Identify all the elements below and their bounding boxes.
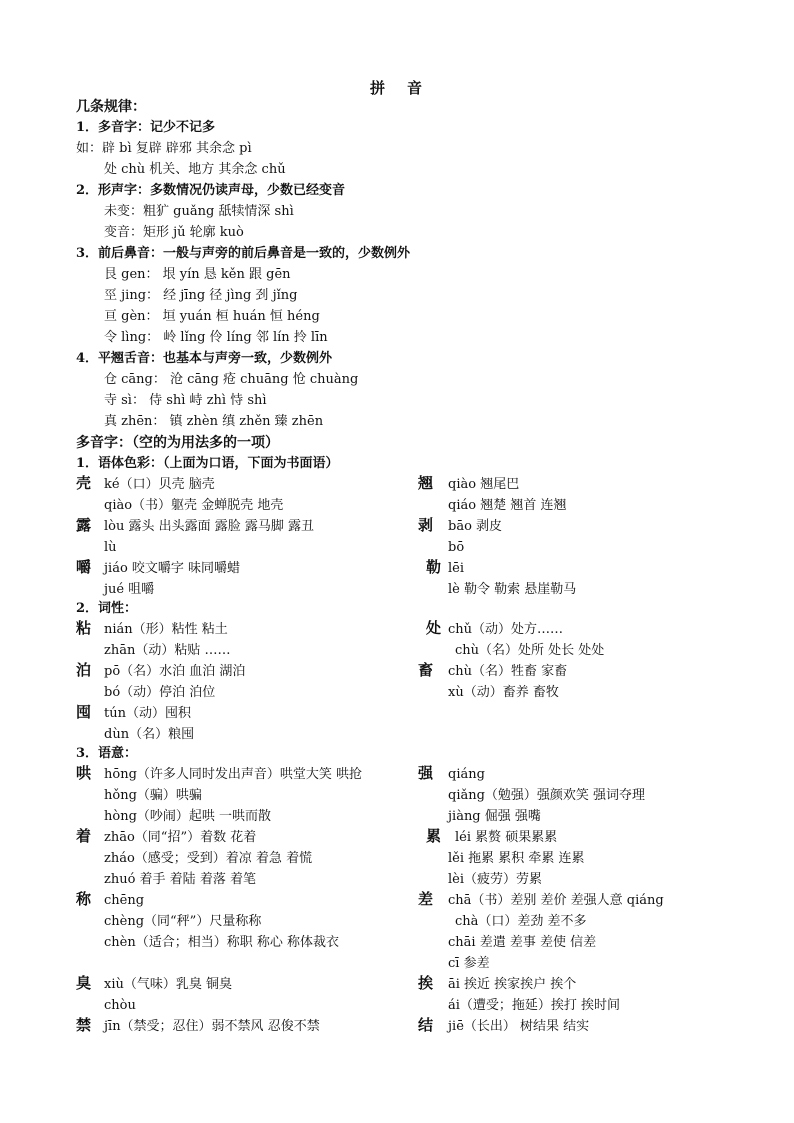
rule-1: 1．多音字：记少不记多 [76,120,216,135]
entry-line: chèng（同“秤”）尺量称称 [104,914,262,929]
entry-line: chù（名）牲畜 家畜 [448,664,568,679]
example-line: 仓 cāng： 沧 cāng 疮 chuāng 怆 chuàng [104,372,359,387]
entry-line: hōng（许多人同时发出声音）哄堂大笑 哄抢 [104,767,363,782]
entry-line: chǔ（动）处方…… [448,622,564,637]
entry-line: qiǎng（勉强）强颜欢笑 强词夺理 [448,788,646,803]
entry-line: lēi [448,561,465,576]
entry-line: lèi（疲劳）劳累 [448,872,543,887]
entry-line: cī 参差 [448,956,490,971]
example-line: 如：辟 bì 复辟 辟邪 其余念 pì [76,141,252,156]
entry-line: lěi 拖累 累积 牵累 连累 [448,851,585,866]
entry-char: 处 [426,619,442,637]
entry-line: jué 咀嚼 [104,582,155,597]
title-char-1: 拼 [369,79,387,97]
entry-line: chāi 差遣 差事 差使 信差 [448,935,597,950]
entry-line: jīn（禁受；忍住）弱不禁风 忍俊不禁 [104,1019,320,1034]
rule-2: 2．形声字：多数情况仍读声母，少数已经变音 [76,183,346,198]
heading-polyphonic: 多音字：（空的为用法多的一项） [76,435,279,451]
example-line: 真 zhēn： 镇 zhèn 缜 zhěn 臻 zhēn [104,414,324,429]
entry-line: zhān（动）粘贴 …… [104,643,231,658]
rule-3: 3．前后鼻音：一般与声旁的前后鼻音是一致的，少数例外 [76,246,411,261]
entry-char: 剥 [418,516,434,534]
entry-char: 勒 [426,558,442,576]
section-3: 3．语意： [76,746,138,761]
entry-line: qiáo 翘楚 翘首 连翘 [448,498,567,513]
entry-line: chà（口）差劲 差不多 [455,914,587,929]
example-line: 处 chù 机关、地方 其余念 chǔ [104,162,286,177]
entry-line: jiáo 咬文嚼字 味同嚼蜡 [104,561,241,576]
entry-line: chù（名）处所 处长 处处 [455,643,605,658]
entry-char: 壳 [76,474,92,492]
entry-char: 累 [426,827,442,845]
entry-char: 畜 [418,661,434,679]
entry-line: lòu 露头 出头露面 露脸 露马脚 露丑 [104,519,315,534]
entry-line: zhāo（同“招”）着数 花着 [104,830,257,845]
entry-char: 强 [418,764,434,782]
entry-line: chèn（适合；相当）称职 称心 称体裁衣 [104,935,339,950]
entry-line: nián（形）粘性 粘土 [104,622,228,637]
page-title [0,77,794,98]
entry-line: zháo（感受；受到）着凉 着急 着慌 [104,851,313,866]
entry-line: qiào（书）躯壳 金蝉脱壳 地壳 [104,498,284,513]
entry-line: jiàng 倔强 强嘴 [448,809,541,824]
example-line: 令 lìng： 岭 lǐng 伶 líng 邻 lín 拎 līn [104,330,328,345]
entry-char: 哄 [76,764,92,782]
section-2: 2．词性： [76,601,138,616]
entry-char: 翘 [418,474,434,492]
entry-char: 粘 [76,619,92,637]
entry-char: 臭 [76,974,92,992]
entry-line: léi 累赘 硕果累累 [455,830,558,845]
title-char-2: 音 [407,79,425,97]
heading-rules: 几条规律： [76,99,146,115]
entry-char: 着 [76,827,92,845]
example-line: 变音：矩形 jǔ 轮廓 kuò [104,225,244,240]
entry-line: jiē（长出） 树结果 结实 [448,1019,590,1034]
entry-line: bō [448,540,465,555]
entry-line: chēng [104,893,145,908]
entry-line: bāo 剥皮 [448,519,503,534]
entry-line: xù（动）畜养 畜牧 [448,685,559,700]
entry-char: 嚼 [76,558,92,576]
entry-line: āi 挨近 挨家挨户 挨个 [448,977,577,992]
entry-char: 差 [418,890,434,908]
entry-line: hǒng（骗）哄骗 [104,788,202,803]
example-line: 亘 gèn： 垣 yuán 桓 huán 恒 héng [104,309,320,324]
entry-line: zhuó 着手 着陆 着落 着笔 [104,872,256,887]
entry-line: bó（动）停泊 泊位 [104,685,216,700]
example-line: 巠 jing： 经 jīng 径 jìng 刭 jǐng [104,288,298,303]
entry-char: 称 [76,890,92,908]
entry-char: 结 [418,1016,434,1034]
entry-line: xiù（气味）乳臭 铜臭 [104,977,232,992]
entry-line: tún（动）囤积 [104,706,191,721]
entry-line: qiáng [448,767,485,782]
entry-line: dùn（名）粮囤 [104,727,195,742]
rule-4: 4．平翘舌音：也基本与声旁一致，少数例外 [76,351,333,366]
entry-line: ái（遭受；拖延）挨打 挨时间 [448,998,621,1013]
example-line: 未变：粗犷 guǎng 舐犊情深 shì [104,204,294,219]
entry-char: 禁 [76,1016,92,1034]
example-line: 艮 gen： 垠 yín 恳 kěn 跟 gēn [104,267,291,282]
entry-char: 泊 [76,661,92,679]
entry-line: ké（口）贝壳 脑壳 [104,477,215,492]
entry-line: hòng（吵闹）起哄 一哄而散 [104,809,272,824]
entry-char: 露 [76,516,92,534]
entry-line: qiào 翘尾巴 [448,477,520,492]
entry-line: pō（名）水泊 血泊 湖泊 [104,664,246,679]
section-1: 1．语体色彩：（上面为口语，下面为书面语） [76,456,339,471]
entry-line: chòu [104,998,136,1013]
entry-line: chā（书）差别 差价 差强人意 qiáng [448,893,664,908]
entry-char: 挨 [418,974,434,992]
entry-line: lù [104,540,117,555]
entry-char: 囤 [76,703,92,721]
entry-line: lè 勒令 勒索 悬崖勒马 [448,582,577,597]
example-line: 寺 sì： 侍 shì 峙 zhì 恃 shì [104,393,267,408]
